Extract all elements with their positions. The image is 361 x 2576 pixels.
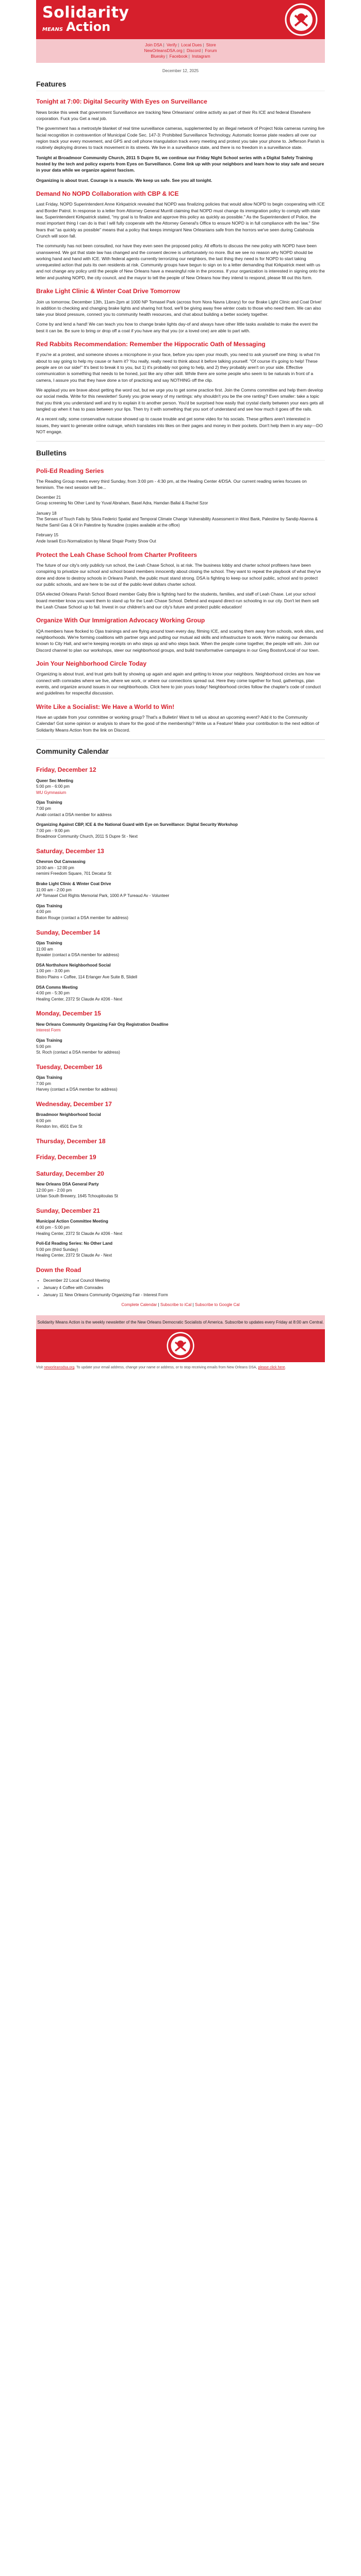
reading-session [36,532,325,544]
event-location: Harvey (contact a DSA member for address) [36,1087,118,1092]
calendar-day: Friday, December 12 [36,766,96,774]
event-location: Baton Rouge (contact a DSA member for address) [36,916,128,921]
event-location: Healing Center, 2372 St Claude Av #206 - Next [36,1231,123,1236]
unsubscribe-notice: Visit neworleansdsa.org. To update your email address, change your name or address, or to stop receiving emails from New Orleans DSA, please click here. [36,1366,286,1370]
bulletin-intro: The Reading Group meets every third Sunday, from 3:00 pm - 4:30 pm, at the Healing Center 4/DSA. Our current reading series focuses on feminism. The next session will be... [36,478,307,490]
calendar-day: Friday, December 19 [36,1154,96,1161]
event-time: 7:00 pm [36,806,51,811]
google-cal-link[interactable]: Subscribe to Google Cal [194,1302,240,1308]
down-road-item: • January 4 Coffee with Comrades [43,1285,325,1291]
reading-session [36,495,325,506]
down-road-heading: Down the Road [36,1266,81,1274]
calendar-event [36,1241,325,1259]
event-location: AP Tomasel Civil Rights Memorial Park, 1000 A P Tureaud Av - Volunteer [36,893,170,899]
nav-link-verify[interactable]: Verify [166,43,177,47]
footer-text: Solidarity Means Action is the weekly newsletter of the New Orleans Democratic Socialists of America. Subscribe to updates every Friday at 8:00 am Central. [36,1315,325,1330]
feature-paragraph: Last Friday, NOPD Superintendent Anne Kirkpatrick revealed that NOPD was finalizing policies that would allow NOPD to begin cooperating with ICE and Border Patrol. In response to a letter from Attorney General Murrill claiming that NOPD must change its immigration policy to comply with state law, Superintendent Kirkpatrick stated, "my goal is to finalize and approve this policy as quickly as possible." As the Superintendent of Police, the most important thing I can do is that I will fully cooperate with the Attorney General's Office to ensure NOPD is in full compliance with the law." She fears that "as quickly as possible" means that a policy that keeps immigrant New Orleanians safe from the horrors we've seen during Catahoula Crunch will soon fall. [36,201,325,239]
event-time: 6:00 pm [36,1118,51,1123]
calendar-event [36,1075,325,1093]
nav-link-website[interactable]: NewOrleansDSA.org [144,48,183,54]
feature-title-brake-light: Brake Light Clinic & Winter Coat Drive Tomorrow [36,287,180,295]
event-time: 11:00 am [36,946,53,952]
feature-paragraph: Join us tomorrow, December 13th, 11am-2pm at 1000 NP Tomasel Park (across from Nora Navra Library) for our Brake Light Clinic and Coat Drive! In addition to checking and changing brake lights and sharing hot food, we'll be giving away free winter coats to those who need them. We can also take your blood pressure, connect you to community health resources, and chat about building a better society together. [36,299,322,317]
calendar-event [36,881,325,899]
reading-session-date: January 18 [36,511,57,516]
calendar-day: Thursday, December 18 [36,1138,106,1145]
event-time: 1:00 pm - 3:00 pm [36,969,70,974]
feature-paragraph: The government has a metrostyle blanket of real time surveillance cameras, supplemented by an illegal network of Project Nola cameras running live facial recognition in contravention of Municipal Code Sec. 147-3: Prohibited Surveillance Technology. Automatic license plate readers all over our region track your every movement, and GPS and cell phone triangulation track every meeting and protest you take your phone to. Jefferson Parish is routinely deploying drones to track movement in its streets. We live in a surveillance state, and there is no freedom in a surveillance state. [36,126,325,150]
calendar-event [36,940,325,958]
event-location: Bistro Plains + Coffee, 114 Erlanger Ave Suite B, Slidell [36,974,137,979]
event-time: 11:00 am - 2:00 pm [36,887,72,892]
rose-logo-icon [285,3,318,36]
event-location: Bywater (contact a DSA member for address) [36,953,119,958]
calendar-day: Sunday, December 21 [36,1207,100,1215]
event-location: Healing Center, 2372 St Claude Av - Next [36,1253,112,1258]
event-time: 7:00 pm [36,1081,51,1086]
brand-line1: Solidarity [42,4,129,22]
reading-session-text: Ande Israeli Eco-Normalization by Manal Shqair Poetry Show Out [36,539,156,544]
nav-link-forum[interactable]: Forum [205,48,217,54]
event-location: Broadmoor Community Church, 2011 S Dupre St - Next [36,834,138,839]
feature-paragraph: We applaud you are brave about getting the word out, but we urge you to get some practice first. Join the Comms committee and help them develop our social media. Write for this newsletter! Surely you grow weary of my rantings: why shouldn't you be the one ranting? Even smaller: take a topic that you think you understand well and try to explain it to another person. You'd be surprised how easily that crystal clarity between your ears gets all tangled up when it has to pass between your lips. Then try it with something that you sort of understand and see how much it goes off the rails. [36,387,324,412]
calendar-day: Tuesday, December 16 [36,1063,103,1071]
calendar-event [36,778,325,796]
feature-title-surveillance: Tonight at 7:00: Digital Security With Eyes on Surveillance [36,98,207,106]
bulletin-paragraph: Organizing is about trust, and trust gets built by showing up again and again and getting to know your neighbors. Neighborhood circles are how we connect with comrades where we live, where we work, or where our connections spread out. Here they come together for food, gatherings, plan events, and organize around issues in our neighborhoods. Click here to join yours today! Neighborhood circles follow the chapter's code of conduct and guidelines for respectful discussion. [36,671,321,696]
nav-link-store[interactable]: Store [206,43,216,47]
calendar-event [36,859,325,877]
event-title: DSA Northshore Neighborhood Social [36,962,111,968]
calendar-heading: Community Calendar [36,746,325,758]
calendar-event [36,1218,325,1236]
calendar-day: Saturday, December 13 [36,847,104,855]
event-title: New Orleans DSA General Party [36,1182,99,1187]
calendar-links: Complete Calendar | Subscribe to iCal | Subscribe to Google Cal [121,1302,240,1308]
event-time: 12:00 pm - 2:00 pm [36,1188,72,1193]
event-location: St. Roch (contact a DSA member for address) [36,1050,120,1055]
nav-link-facebook[interactable]: Facebook [169,54,188,59]
reading-session-text: The Senses of Touch Fails by Silvia Federici Spatial and Temporal Climate Change Vulnerability Assessment in West Bank, Palestine by Sandip Abanna & Nezhe Samil Gas & Oil in Palestine by Nuradine (copies available at the office) [36,517,318,528]
calendar-day: Sunday, December 14 [36,928,100,936]
event-title: Organizing Against CBP, ICE & the National Guard with Eye on Surveillance: Digital Security Workshop [36,822,238,827]
unsub-pre: Visit [36,1366,43,1370]
bulletin-title-newsletter: Write Like a Socialist: We Have a World to Win! [36,703,174,710]
feature-title-nopd: Demand No NOPD Collaboration with CBP & ICE [36,190,179,197]
calendar-event [36,1112,325,1130]
rose-logo-icon [167,1332,194,1360]
feature-paragraph: At a recent rally, some conservative nutcase showed up to cause trouble and get some video for his socials. These grifters aren't interested in issues, they want to generate online outrage, which translates into likes on their pages and money in their pockets. Don't help them in any way—DO NOT engage. [36,416,323,434]
event-title: Ojas Training [36,1038,62,1043]
bulletin-paragraph: The future of our city's only publicly run school, the Leah Chase School, is at risk. The business lobby and charter school profiteers have been conspiring to privatize our school and school board members innocently about closing the school. They want to repeat the playbook of what they've done and done to destroy schools in Orleans Parish, the public must stand strong. DSA is fighting to keep our school public, school and to protect our public schools, and are here to be out of the public-level dollars charter school. [36,563,321,587]
feature-paragraph: The community has not been consulted, nor have they even seen the proposed policy. All efforts to discuss the new policy with NOPD have been unanswered. We got that state law has changed and the consent decree is unfortunately no more. But we see no reason why NOPD should be working hand and hand with ICE. With federal agents currently terrorizing our neighbors, the last thing they need is for NOPD to start taking unrequested action that puts its own residents at risk. Community groups have begun to sign on to a letter demanding that Kirkpatrick meet with us and not change any policy until the people of New Orleans have a meaningful role in the process. If your organization is interested in signing onto the letter and pushing NOPD, the city council, and the mayor to tell the people of New Orleans how they intend to respond, please fill out this form. [36,243,325,280]
bulletins-heading: Bulletins [36,448,325,460]
event-title: Broadmoor Neighborhood Social [36,1112,101,1117]
event-location: nemimi Freedom Square, 701 Decatur St [36,871,111,876]
calendar-event [36,822,325,840]
calendar-day: Wednesday, December 17 [36,1100,112,1108]
event-time: 5:00 pm (third Sunday) [36,1247,78,1252]
down-road-list [36,1278,325,1298]
calendar-day: Monday, December 15 [36,1010,101,1018]
event-time: 4:00 pm - 5:30 pm [36,991,70,996]
main-content [36,79,325,1308]
event-time: 7:00 pm - 9:00 pm [36,828,70,833]
hero-banner [36,0,325,39]
nav-link-instagram[interactable]: Instagram [192,54,210,59]
down-road-item: • January 11 New Orleans Community Organizing Fair - Interest Form [43,1292,325,1298]
event-location: Avabi contact a DSA member for address [36,812,112,817]
calendar-event [36,903,325,921]
nav-row-1: Join DSA | Verify | Local Dues | Store [145,43,216,47]
nav-row-2: NewOrleansDSA.org | Discord | Forum [144,48,217,54]
bulletin-title-leah-chase: Protect the Leah Chase School from Charter Profiteers [36,551,198,558]
feature-paragraph: If you're at a protest, and someone shoves a microphone in your face, before you open your mouth, you need to ask yourself one thing: is what I'm about to say going to help my cause or harm it? You really, really need to think about it before talking yourself. "Of course it's going to help! These people are on our side!" It's best to break it to you, but 1) it's probably not going to help, and 2) they probably aren't on your side. Effective communication is something that needs to be honed, just like any other skill. While there are some people who seem to be naturals in front of a camera, I assure you that they have done a ton of practicing and say NOTHING off the clip. [36,352,320,383]
bulletin-paragraph: IQA members have flocked to Ojas trainings and are flying around town every day, filming ICE, and scaring them away from schools, work sites, and neighborhoods. We're forming coalitions with partner orgs and putting our mutual aid skills and infrastructure to work. We're making our demands known to City Hall, and we're keeping receipts on who steps up and who steps back. When the people come together, the people will win. Join our Discord channel to plan our workshops, steer our neighborhood groups, and build transformative campaigns in our Greg Boston/Local of our town. [36,628,323,653]
event-time: 4:00 pm - 5:00 pm [36,1225,70,1230]
event-title: Queer Sec Meeting [36,778,74,783]
reading-session [36,511,325,529]
event-location-link[interactable]: WU Gymnasium [36,790,67,795]
bulletin-title-immigration: Organize With Our Immigration Advocacy Working Group [36,617,205,624]
event-title: DSA Comms Meeting [36,985,78,990]
event-time: 10:00 am - 12:00 pm [36,865,74,870]
bulletin-paragraph: DSA elected Orleans Parish School Board member Gaby Brie is fighting hard for the students, families, and staff of Leah Chase. Let your school board member know you want them to stand up for the Leah Chase School. Defend and expand direct-run schooling in our city. Don't let them sell the Leah Chase School up to fail. Invest in our children's and our city's future and protect public education! [36,591,319,609]
event-title: Ojas Training [36,1075,62,1080]
footer-logo [36,1329,325,1362]
brand-action: Action [66,20,111,34]
calendar-day: Saturday, December 20 [36,1170,104,1177]
bulletin-title-poli-ed: Poli-Ed Reading Series [36,467,104,474]
down-road-item: • December 22 Local Council Meeting [43,1278,325,1284]
complete-calendar-link[interactable]: Complete Calendar [121,1302,157,1308]
event-title: Chevron Out Canvassing [36,859,86,865]
nav-link-bluesky[interactable]: Bluesky [151,54,166,59]
event-title: Brake Light Clinic & Winter Coat Drive [36,882,111,887]
feature-paragraph: News broke this week that government Surveillance are tracking New Orleanians' online activity as part of their Rs ICE and federal Elsewhere corporation. Fuck you Get a real job. [36,109,311,122]
calendar-event [36,800,325,818]
features-heading: Features [36,79,325,91]
feature-paragraph: Organizing is about trust. Courage is a muscle. We keep us safe. See you all tonight. [36,177,212,183]
website-link[interactable]: neworleansdsa.org [44,1366,75,1370]
calendar-event [36,985,325,1003]
event-title: Municipal Action Committee Meeting [36,1219,108,1224]
unsubscribe-link[interactable]: please click here [258,1366,285,1370]
feature-paragraph: Tonight at Broadmoor Community Church, 2011 S Dupre St, we continue our Friday Night School series with a Digital Safety Training hosted by the tech and policy experts from Eyes on Surveillance. Come link up with your neighbors and learn how to stay safe and secure in your data while we organize against fascism. [36,155,324,173]
calendar-event [36,1038,325,1056]
event-location: Healing Center, 2372 St Claude Av #206 - Next [36,996,123,1002]
nav-link-discord[interactable]: Discord [187,48,201,54]
brand-means: MEANS [42,27,63,32]
event-title: Ojas Training [36,903,62,908]
calendar-event [36,1022,325,1033]
ical-link[interactable]: Subscribe to iCal [160,1302,192,1308]
calendar-event [36,1181,325,1199]
event-title: New Orleans Community Organizing Fair Org Registration Deadline [36,1022,169,1027]
event-title: Poli-Ed Reading Series: No Other Land [36,1241,113,1246]
event-title: Ojas Training [36,941,62,946]
nav-link-dues[interactable]: Local Dues [181,43,202,47]
bulletin-paragraph: Have an update from your committee or working group? That's a Bulletin! Want to tell us about an upcoming event? Add it to the Community Calendar! Got some opinion or analysis to share for the good of the membership? Write us a Feature! Make your contribution to the next edition of Solidarity Means Action from the link on Discord. [36,714,319,733]
event-time: 5:00 pm [36,1044,51,1049]
event-time: 5:00 pm - 6:00 pm [36,784,70,789]
nav-link-join[interactable]: Join DSA [145,43,162,47]
event-time: 4:00 pm [36,909,51,914]
feature-paragraph: Come by and lend a hand! We can teach you how to change brake lights day-of and always have other little tasks available to make the event the best it can be. Be sure to bring or drop off a coat if you have any that you (or a loved one) are able to part with. [36,321,318,333]
nav-row-3: Bluesky | Facebook | Instagram [151,54,210,59]
top-nav [36,39,325,63]
bulletin-title-neighborhood: Join Your Neighborhood Circle Today [36,659,147,667]
brand-wordmark [42,5,129,33]
calendar-event [36,962,325,980]
event-location: Urban South Brewery, 1645 Tchoupitoulas St [36,1194,118,1199]
reading-session-date: December 21 [36,495,61,500]
interest-form-link[interactable]: Interest Form [36,1028,61,1033]
unsub-mid: To update your email address, change your name or address, or to stop receiving emails from New Orleans DSA, [76,1366,257,1370]
feature-title-red-rabbits: Red Rabbits Recommendation: Remember the Hippocratic Oath of Messaging [36,341,266,348]
issue-date: December 12, 2025 [162,68,199,73]
event-title: Ojas Training [36,800,62,805]
reading-session-date: February 15 [36,533,59,538]
reading-session-text: Group screening No Other Land by Yuval Abraham, Basel Adra, Hamdan Ballal & Rachel Szor [36,501,208,506]
event-location: Rendon Inn, 4501 Eve St [36,1124,83,1129]
